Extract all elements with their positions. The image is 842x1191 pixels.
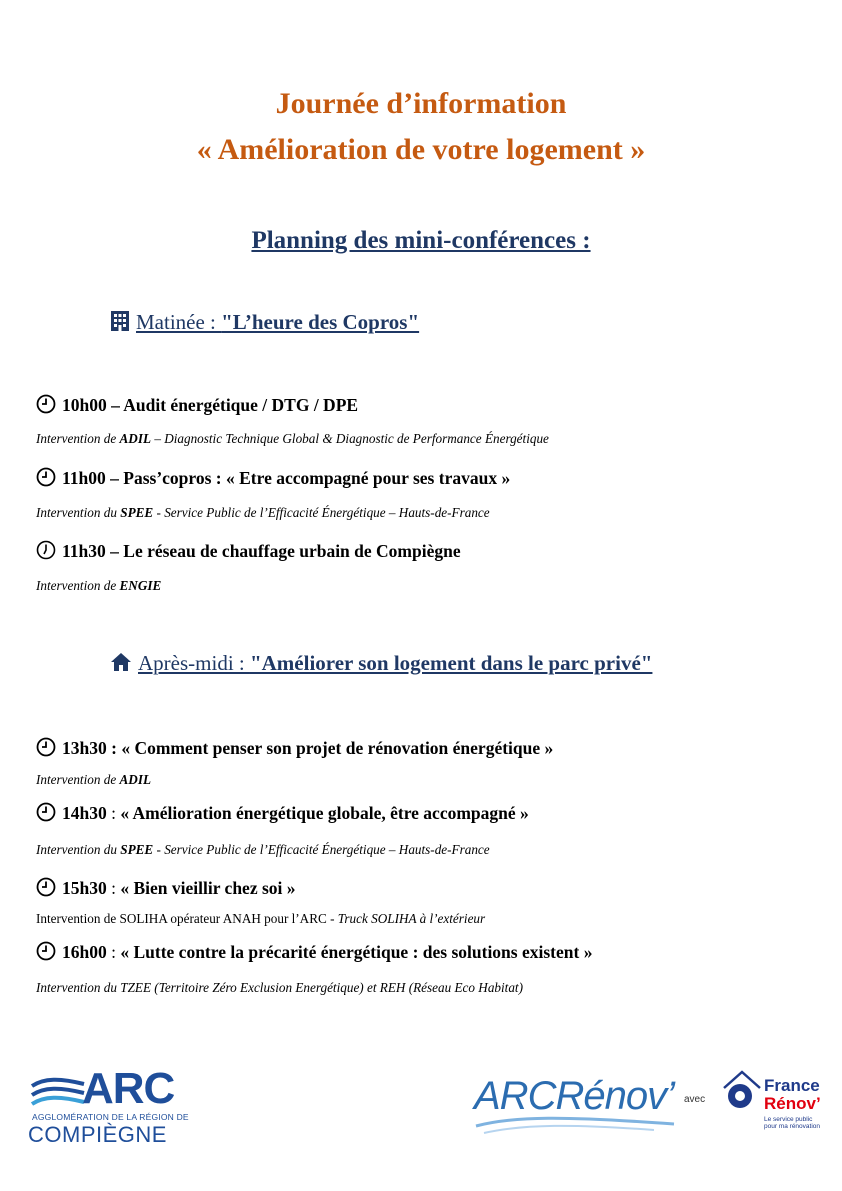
france-renov-tagline: Le service public pour ma rénovation [764,1116,821,1130]
morning-section-title [110,310,419,337]
item-subtitle: Intervention du TZEE (Territoire Zéro Exclusion Energétique) et REH (Réseau Eco Habitat) [36,980,523,995]
morning-label: Matinée : [136,310,222,334]
item-subtitle: Intervention de ADIL [36,772,152,787]
clock-icon [36,877,56,902]
arcrenov-logo-word: ARCRénov’ [474,1074,674,1118]
arc-logo-word: ARC [82,1064,175,1113]
clock-icon [36,802,56,827]
clock-icon [36,540,56,565]
arcrenov-logo [474,1072,694,1142]
france-renov-line2: Rénov’ [764,1094,821,1113]
arc-logo-line: AGGLOMÉRATION DE LA RÉGION DE [32,1112,189,1122]
planning-title: Planning des mini-conférences : [251,227,591,254]
clock-icon [36,467,56,492]
item-heading: 11h30 – Le réseau de chauffage urbain de Compiègne [62,541,461,561]
item-subtitle: Intervention de ENGIE [36,578,162,593]
arc-waves-icon [30,1074,86,1114]
house-icon [110,652,132,678]
schedule-item-1130 [36,540,461,565]
morning-name: "L’heure des Copros" [221,310,420,334]
clock-icon [36,394,56,419]
afternoon-section-title [110,651,652,678]
schedule-item-1000 [36,394,358,419]
item-subtitle: Intervention du SPEE - Service Public de l’Efficacité Énergétique – Hauts-de-France [36,842,490,857]
schedule-item-1600: 16h00 : « Lutte contre la précarité énergétique : des solutions existent » [36,941,592,966]
arc-logo [28,1064,189,1150]
title-line-2: « Amélioration de votre logement » [196,133,646,166]
afternoon-label: Après-midi : [138,651,250,675]
title-line-1: Journée d’information [275,87,567,120]
schedule-item-1430: 14h30 : « Amélioration énergétique globale, être accompagné » [36,802,529,827]
avec-label: avec [684,1094,706,1105]
clock-icon [36,737,56,762]
clock-icon [36,941,56,966]
item-heading: 11h00 – Pass’copros : « Etre accompagné pour ses travaux » [62,468,511,488]
item-subtitle: Intervention du SPEE - Service Public de l’Efficacité Énergétique – Hauts-de-France [36,505,490,520]
france-renov-line1: France [764,1076,820,1095]
france-renov-logo [720,1064,820,1144]
building-icon [110,311,130,337]
schedule-item-1330: 13h30 : « Comment penser son projet de rénovation énergétique » [36,737,553,762]
item-heading: 10h00 – Audit énergétique / DTG / DPE [62,395,359,415]
item-subtitle: Intervention de ADIL – Diagnostic Technique Global & Diagnostic de Performance Énergétique [36,431,549,446]
afternoon-name: "Améliorer son logement dans le parc privé" [249,651,653,675]
france-renov-house-icon [720,1068,764,1112]
arc-logo-city: COMPIÈGNE [28,1122,167,1147]
schedule-item-1530: 15h30 : « Bien vieillir chez soi » [36,877,296,902]
schedule-item-1100 [36,467,510,492]
arcrenov-waves-icon [474,1116,684,1136]
item-subtitle: Intervention de SOLIHA opérateur ANAH pour l’ARC - Truck SOLIHA à l’extérieur [36,911,486,926]
